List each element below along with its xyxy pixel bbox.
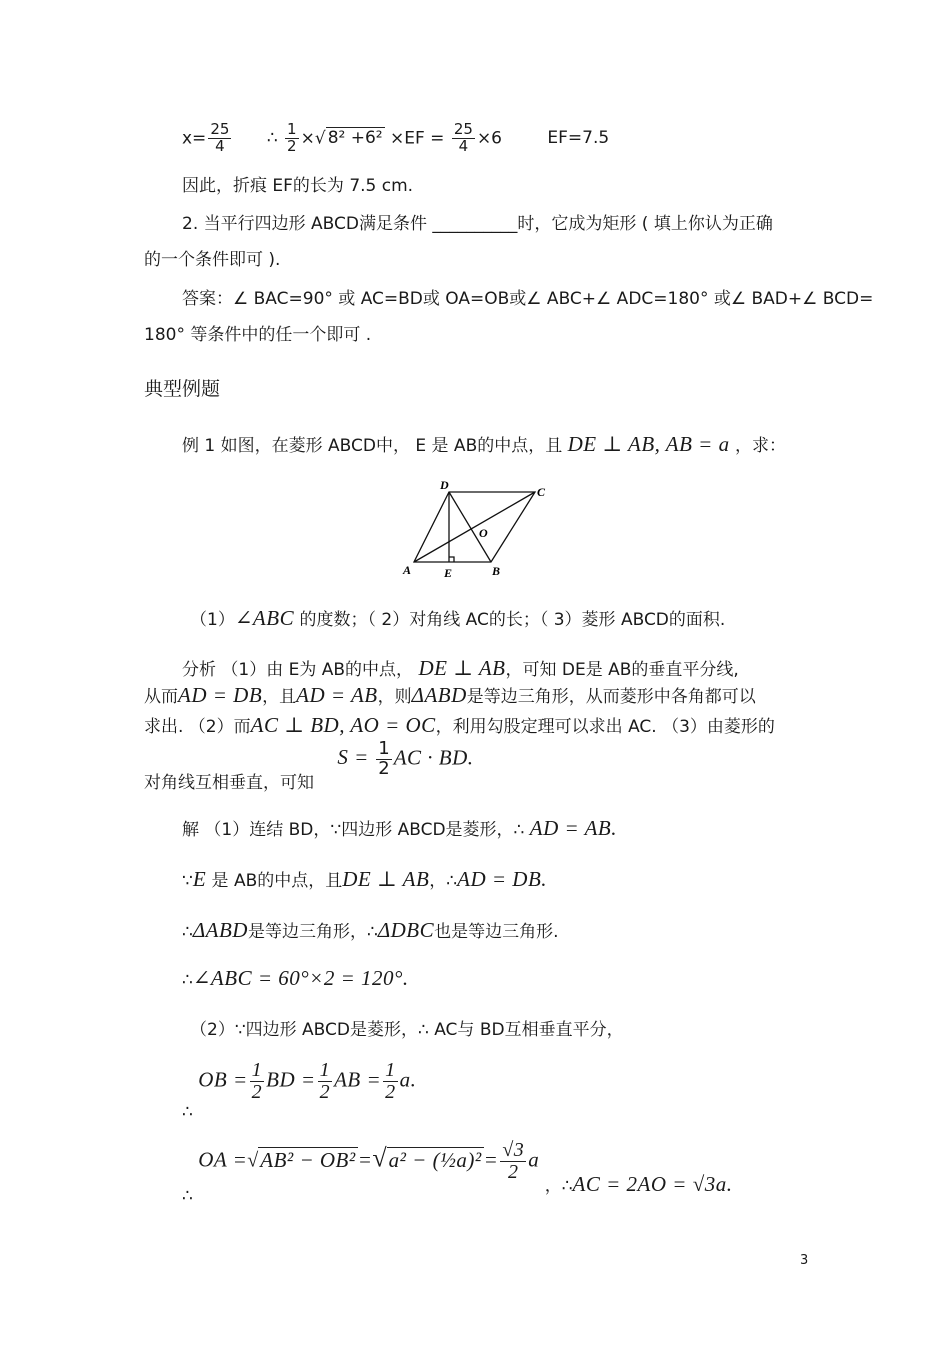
question-2-line-1 [182,214,773,234]
half-den: 2 [287,136,297,155]
right-angle-mark [449,557,454,562]
x-fraction [208,122,231,155]
analysis-line-2 [144,683,756,708]
q2-prefix: 2. 当平行四边形 ABCD满足条件 [182,214,433,234]
therefore-sign-3: ∴ [182,922,193,942]
page-number: 3 [800,1253,809,1268]
a-term-7: a [528,1147,540,1172]
area-num: 1 [378,738,390,759]
frac-2-num: 1 [319,1059,331,1081]
analysis-a1-math: DE ⊥ AB [418,656,506,680]
radicand-2: a² − (½a)² [388,1147,482,1172]
analysis-a2-a: 从而 [144,687,178,707]
label-d: D [440,478,449,492]
analysis-line-4 [144,738,474,794]
conclusion-line: 因此，折痕 EF的长为 7.5 cm. [182,176,414,196]
frac-2 [318,1060,333,1103]
equals-2: = [483,1147,499,1172]
area-tail: AC · BD. [393,745,474,770]
calc-line: x= $\frac{25}{4}$ ∴ $\frac{1}{2}$ ×√ 8² +6² ×EF = $\frac{25}{4}$ ×6 EF=7.5 [182,120,610,155]
label-a: A [403,563,412,577]
solution-line-3 [182,918,559,943]
therefore-sign: ∴ [266,128,278,149]
solution-s1-math: AD = AB. [529,816,617,840]
analysis-a2-b: ，且 [262,687,297,707]
solution-s1-a: 解 （1）连结 BD，∵四边形 ABCD是菱形，∴ [182,820,525,840]
analysis-a3-math: AC ⊥ BD, AO = OC [250,713,436,737]
therefore-sign-7: ∴ [182,1185,193,1206]
rhombus-figure [395,478,565,578]
angle-result: ∠ABC = 60°×2 = 120°. [192,966,409,990]
comma-therefore: ，∴ [544,1175,573,1196]
solution-line-1 [182,816,617,841]
section-title: 典型例题 [144,378,221,400]
example-1-line [182,432,786,457]
oa-eq: OA = [198,1147,248,1172]
solution-s2-b: 是 AB的中点，且 [206,871,343,891]
x-lhs: x= [182,128,207,149]
therefore-sign-4: ∴ [182,970,193,990]
solution-line-7: ∴ OA =√AB² − OB²=√a² − (½a)²= $\frac{√3}{2}$ a ，∴AC = 2AO = √3a. [182,1139,733,1206]
root3-fraction [500,1140,526,1183]
ef-result: EF=7.5 [547,128,610,149]
rhs-num: 25 [453,120,473,138]
ab-eq: AB = [334,1067,382,1092]
analysis-line-3 [144,713,775,738]
q2-suffix: 时，它成为矩形 ( 填上你认为正确 [517,214,773,234]
analysis-a2-m2: AD = AB [296,683,378,707]
example-1-condition: DE ⊥ AB, AB = a [567,432,730,456]
ob-eq: OB = [198,1067,248,1092]
ac-result: AC = 2AO = √3a. [572,1171,733,1196]
analysis-a4-a: 对角线互相垂直，可知 [144,773,314,794]
solution-s3-c: 也是等边三角形. [434,922,559,942]
answer-line-2: 180° 等条件中的任一个即可 . [144,325,372,345]
analysis-a2-c: ，则 [377,687,412,707]
triangle-abd: ΔABD [192,918,248,942]
rhs-den: 4 [458,136,469,155]
analysis-line-1 [182,656,739,681]
frac-2-den: 2 [319,1081,331,1103]
example-1-prefix: 例 1 如图，在菱形 ABCD中， E 是 AB的中点，且 [182,436,563,456]
frac-3-num: 1 [385,1059,396,1081]
sub-questions-text: 的度数；（ 2）对角线 AC的长；（ 3）菱形 ABCD的面积. [294,610,726,630]
analysis-a2-m1: AD = DB [178,683,263,707]
x-den: 4 [215,136,225,155]
rhs-fraction [452,122,475,155]
area-s: S = [337,745,369,770]
point-e: E [192,867,207,891]
solution-s2-m3: AD = DB. [457,867,548,891]
solution-line-6 [182,1059,417,1122]
frac-1 [250,1060,265,1103]
root3-den: 2 [508,1161,519,1183]
times-sign: × [300,128,315,149]
a-term: a. [399,1067,417,1092]
times-six: ×6 [476,128,502,149]
sub-q1-label: （1） [190,610,235,630]
area-den: 2 [378,757,390,779]
solution-s2-c: ，∴ [429,871,458,891]
root3-num: √3 [502,1139,525,1161]
because-sign: ∵ [182,871,193,891]
solution-s2-m2: DE ⊥ AB [342,867,430,891]
answer-line-1: 答案：∠ BAC=90° 或 AC=BD或 OA=OB或∠ ABC+∠ ADC=180° 或∠ BAD+∠ BCD= [182,289,874,309]
half-fraction [285,122,299,155]
label-c: C [537,485,546,499]
analysis-a1-tail: ，可知 DE是 AB的垂直平分线, [505,660,739,680]
ef-term: ×EF = [390,128,445,149]
question-2-line-2: 的一个条件即可 ). [144,250,281,270]
solution-line-5: （2）∵四边形 ABCD是菱形，∴ AC与 BD互相垂直平分， [190,1020,624,1040]
area-fraction [376,740,391,779]
analysis-a3-a: 求出. （2）而 [144,717,251,737]
frac-1-num: 1 [251,1059,263,1081]
bd-eq: BD = [266,1067,316,1092]
equals-1: = [357,1147,373,1172]
label-e: E [444,566,453,578]
therefore-sign-6: ∴ [182,1101,193,1122]
label-o: O [479,526,488,540]
radicand-1: AB² − OB² [260,1147,356,1172]
example-1-suffix: ，求： [735,436,787,456]
frac-3 [383,1060,398,1103]
half-num: 1 [287,120,297,138]
label-b: B [492,564,501,578]
frac-3-den: 2 [385,1081,396,1103]
solution-s3-b: 是等边三角形，∴ [247,922,378,942]
triangle-dbc: ΔDBC [377,918,435,942]
solution-line-4 [182,966,409,991]
q2-blank: __________ [432,214,518,234]
x-num: 25 [210,120,230,138]
angle-abc: ∠ABC [234,606,295,630]
analysis-a2-d: 是等边三角形，从而菱形中各角都可以 [466,687,756,707]
analysis-a2-m3: ΔABD [411,683,467,707]
analysis-a1: 分析 （1）由 E为 AB的中点， [182,660,414,680]
radicand: 8² +6² [327,128,383,149]
frac-1-den: 2 [251,1081,263,1103]
analysis-a3-b: ，利用勾股定理可以求出 AC. （3）由菱形的 [435,717,775,737]
solution-line-2 [182,867,547,892]
sub-questions-line [190,606,725,631]
